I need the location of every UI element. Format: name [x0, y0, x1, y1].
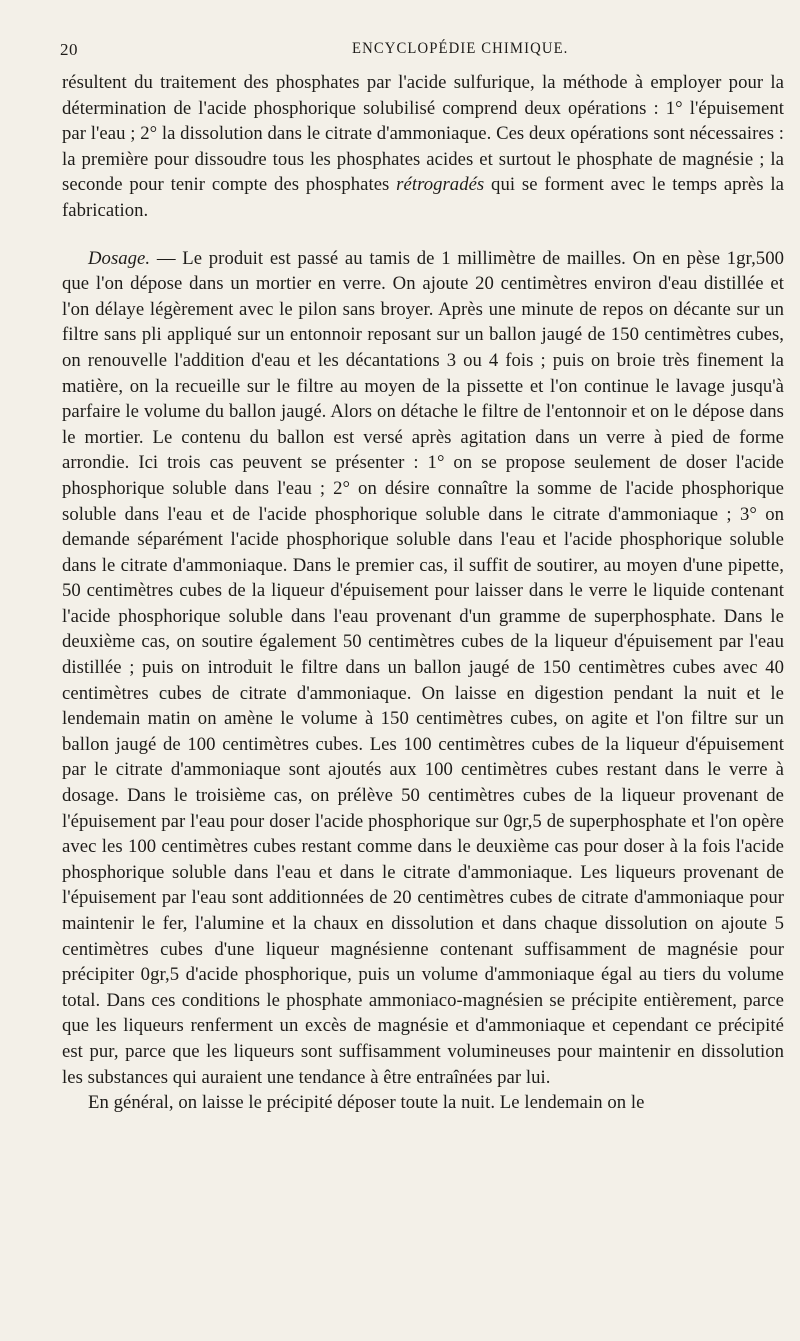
dosage-text: — Le produit est passé au tamis de 1 millimètre de mailles. On en pèse 1gr,500 que l'on dépose dans un mortier en verre. On ajoute 20 centimètres environ d'eau distillée et l'on délaye légèrement avec le pilon sans broyer. Après une minute de repos on décante sur un filtre sans pli appliqué sur un entonnoir reposant sur un ballon jaugé de 150 centimètres cubes, on renouvelle l'addition d'eau et les décantations 3 ou 4 fois ; puis on broie très finement la matière, on la recueille sur le filtre au moyen de la pissette et l'on continue le lavage jusqu'à parfaire le volume du ballon jaugé. Alors on détache le filtre de l'entonnoir et on le dépose dans le mortier. Le contenu du ballon est versé après agitation dans un verre à pied de forme arrondie. Ici trois cas peuvent se présenter : 1° on se propose seulement de doser l'acide phosphorique soluble dans l'eau ; 2° on désire connaître la somme de l'acide phosphorique soluble dans l'eau et de l'acide phosphorique soluble dans le citrate d'ammoniaque ; 3° on demande séparément l'acide phosphorique soluble dans l'eau et l'acide phosphorique soluble dans le citrate d'ammoniaque. Dans le premier cas, il suffit de soutirer, au moyen d'une pipette, 50 centimètres cubes de la liqueur d'épuisement pour laisser dans le verre le liquide contenant l'acide phosphorique soluble dans l'eau provenant d'un gramme de superphosphate. Dans le deuxième cas, on soutire également 50 centimètres cubes de la liqueur d'épuisement par l'eau distillée ; puis on introduit le filtre dans un ballon jaugé de 150 centimètres cubes avec 40 centimètres cubes de citrate d'ammoniaque. On laisse en digestion pendant la nuit et le lendemain matin on amène le volume à 150 centimètres cubes, on agite et l'on filtre sur un ballon jaugé de 100 centimètres cubes. Les 100 centimètres cubes de la liqueur d'épuisement par le citrate d'ammoniaque sont ajoutés aux 100 centimètres cubes restant dans le verre à dosage. Dans le troisième cas, on prélève 50 centimètres cubes de la liqueur provenant de l'épuisement par l'eau pour doser l'acide phosphorique sur 0gr,5 de superphosphate et l'on opère avec les 100 centimètres cubes restant comme dans le deuxième cas pour doser à la fois l'acide phosphorique soluble dans l'eau et dans le citrate d'ammoniaque. Les liqueurs provenant de l'épuisement par l'eau sont additionnées de 20 centimètres cubes de citrate d'ammoniaque pour maintenir le fer, l'alumine et la chaux en dissolution et dans chaque dissolution on ajoute 5 centimètres cubes d'une liqueur magnésienne contenant suffisamment de magnésie pour précipiter 0gr,5 d'acide phosphorique, puis un volume d'ammoniaque égal au tiers du volume total. Dans ces conditions le phosphate ammoniaco-magnésien se précipite entièrement, parce que les liqueurs renferment un excès de magnésie et d'ammoniaque et cependant ce précipité est pur, parce que les liqueurs sont suffisamment volumineuses pour maintenir en dissolution les substances qui auraient une tendance à être entraînées par lui.	[62, 247, 784, 1088]
paragraph-intro	[62, 70, 784, 224]
header-title: ENCYCLOPÉDIE CHIMIQUE.	[352, 40, 569, 57]
running-header	[60, 40, 774, 64]
paragraph-dosage	[62, 246, 784, 1091]
paragraph-intro-text-b: qui se forment avec le temps après la fabrication.	[62, 174, 784, 221]
dosage-heading: Dosage.	[88, 247, 151, 269]
paragraph-intro-text-a: résultent du traitement des phosphates par l'acide sulfurique, la méthode à employer pour la détermination de l'acide phosphorique solubilisé comprend deux opérations : 1° l'épuisement par l'eau ; 2° la dissolution dans le citrate d'ammoniaque. Ces deux opérations sont nécessaires : la première pour dissoudre tous les phosphates acides et surtout le phosphate de magnésie ; la seconde pour tenir compte des phosphates	[62, 72, 784, 196]
paragraph-continuation	[62, 1090, 784, 1116]
continuation-text: En général, on laisse le précipité déposer toute la nuit. Le lendemain on le	[88, 1092, 645, 1114]
body-text	[62, 70, 784, 1116]
paragraph-intro-italic-term: rétrogradés	[396, 174, 485, 196]
page-number: 20	[60, 40, 78, 59]
